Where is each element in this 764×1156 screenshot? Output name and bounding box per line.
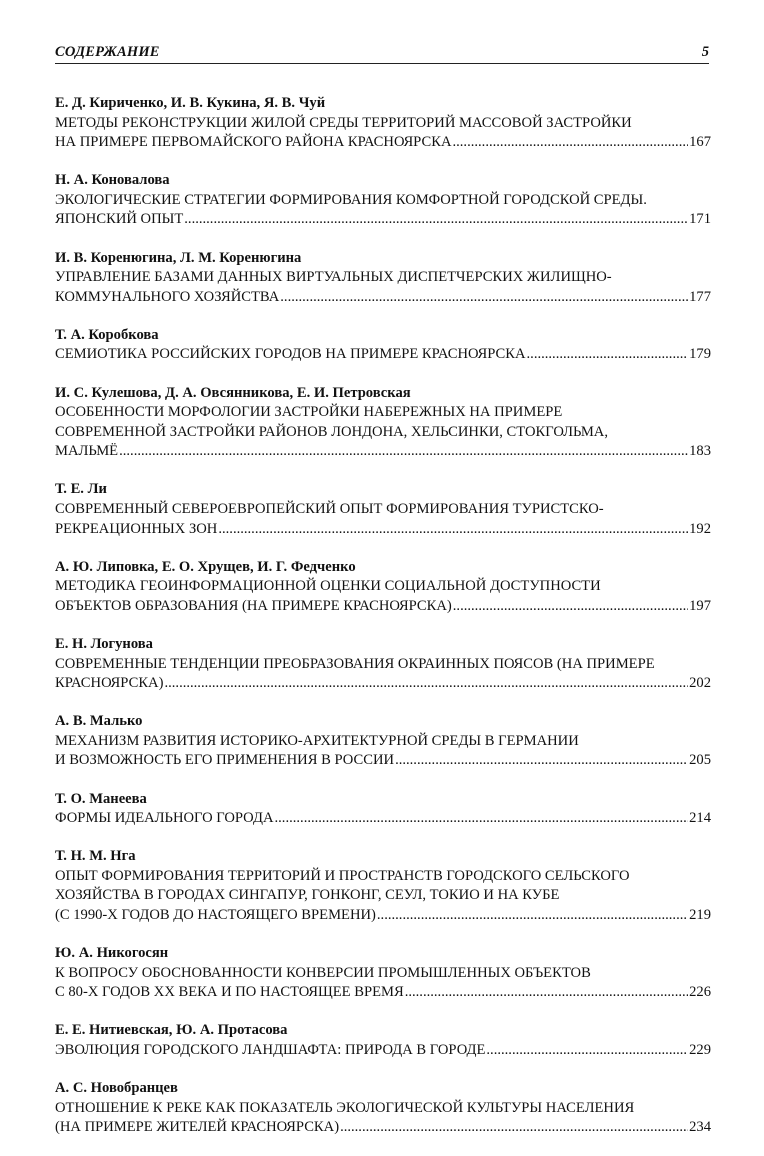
toc-entry-title-line: МЕТОДИКА ГЕОИНФОРМАЦИОННОЙ ОЦЕНКИ СОЦИАЛЬНОЙ ДОСТУПНОСТИ xyxy=(55,578,601,595)
toc-entry-authors: Т. А. Коробкова xyxy=(55,326,159,343)
toc-entry xyxy=(55,326,711,365)
toc-entry-authors: Е. Н. Логунова xyxy=(55,635,153,652)
toc-entry-page: 179 xyxy=(689,346,711,363)
page-number: 5 xyxy=(701,44,709,60)
header-rule xyxy=(55,63,709,64)
toc-entry-authors: И. С. Кулешова, Д. А. Овсянникова, Е. И. Петровская xyxy=(55,384,411,401)
toc-entry-authors: И. В. Коренюгина, Л. М. Коренюгина xyxy=(55,249,302,266)
toc-entry-title-line: СЕМИОТИКА РОССИЙСКИХ ГОРОДОВ НА ПРИМЕРЕ КРАСНОЯРСКА xyxy=(55,346,526,363)
toc-entry-last-line xyxy=(55,210,711,230)
dot-leader xyxy=(275,809,689,829)
dot-leader xyxy=(405,983,688,1003)
toc-entry-page: 171 xyxy=(689,211,711,228)
toc-entry xyxy=(55,171,711,230)
toc-entry-authors: Е. Д. Кириченко, И. В. Кукина, Я. В. Чуй xyxy=(55,95,326,111)
dot-leader xyxy=(452,133,688,153)
toc-entry-title-line: ЭВОЛЮЦИЯ ГОРОДСКОГО ЛАНДШАФТА: ПРИРОДА В ГОРОДЕ xyxy=(55,1041,486,1058)
toc-entry-page: 234 xyxy=(689,1119,711,1136)
toc-entry-authors: А. Ю. Липовка, Е. О. Хрущев, И. Г. Федченко xyxy=(55,558,356,575)
toc-entry-last-line xyxy=(55,906,711,926)
toc-entry-page: 192 xyxy=(689,520,711,537)
toc-entry-page: 202 xyxy=(689,675,711,692)
dot-leader xyxy=(184,210,688,230)
toc-entry xyxy=(55,480,711,539)
toc-entry-page: 226 xyxy=(689,984,711,1001)
toc-entry-title-line: МЕХАНИЗМ РАЗВИТИЯ ИСТОРИКО-АРХИТЕКТУРНОЙ СРЕДЫ В ГЕРМАНИИ xyxy=(55,732,579,749)
toc-entry xyxy=(55,558,711,617)
toc-entry-page: 197 xyxy=(689,597,711,614)
toc-entry-title-line: РЕКРЕАЦИОННЫХ ЗОН xyxy=(55,520,218,537)
toc-entry-authors: А. В. Малько xyxy=(55,713,143,730)
dot-leader xyxy=(527,345,689,365)
toc-entry xyxy=(55,94,711,153)
toc-entry-title-line: К ВОПРОСУ ОБОСНОВАННОСТИ КОНВЕРСИИ ПРОМЫШЛЕННЫХ ОБЪЕКТОВ xyxy=(55,964,591,981)
toc-entry-title-line: ЯПОНСКИЙ ОПЫТ xyxy=(55,211,184,228)
dot-leader xyxy=(486,1041,688,1061)
toc-entry xyxy=(55,847,711,925)
toc-entry-page: 205 xyxy=(689,752,711,769)
toc-entry-authors: Е. Е. Нитиевская, Ю. А. Протасова xyxy=(55,1022,288,1039)
toc-entry xyxy=(55,712,711,771)
toc-entry-last-line xyxy=(55,674,711,694)
toc-entry-authors: Т. О. Манеева xyxy=(55,790,147,807)
toc-entry-authors: Ю. А. Никогосян xyxy=(55,945,169,962)
toc-list xyxy=(55,94,711,1156)
toc-entry-last-line xyxy=(55,809,711,829)
toc-entry-last-line xyxy=(55,345,711,365)
toc-entry-title-line: МЕТОДЫ РЕКОНСТРУКЦИИ ЖИЛОЙ СРЕДЫ ТЕРРИТОРИЙ МАССОВОЙ ЗАСТРОЙКИ xyxy=(55,114,632,131)
toc-entry-last-line xyxy=(55,983,711,1003)
toc-entry-last-line xyxy=(55,442,711,462)
toc-entry-title-line: УПРАВЛЕНИЕ БАЗАМИ ДАННЫХ ВИРТУАЛЬНЫХ ДИСПЕТЧЕРСКИХ ЖИЛИЩНО- xyxy=(55,269,612,286)
dot-leader xyxy=(395,751,688,771)
dot-leader xyxy=(340,1118,688,1138)
toc-entry-title-line: СОВРЕМЕННОЙ ЗАСТРОЙКИ РАЙОНОВ ЛОНДОНА, ХЕЛЬСИНКИ, СТОКГОЛЬМА, xyxy=(55,423,608,440)
toc-entry-title-line: ОСОБЕННОСТИ МОРФОЛОГИИ ЗАСТРОЙКИ НАБЕРЕЖНЫХ НА ПРИМЕРЕ xyxy=(55,404,563,421)
toc-entry-title-line: СОВРЕМЕННЫЕ ТЕНДЕНЦИИ ПРЕОБРАЗОВАНИЯ ОКРАИННЫХ ПОЯСОВ (НА ПРИМЕРЕ xyxy=(55,655,655,672)
toc-entry-title-line: ФОРМЫ ИДЕАЛЬНОГО ГОРОДА xyxy=(55,810,274,827)
toc-entry xyxy=(55,635,711,694)
dot-leader xyxy=(377,906,688,926)
toc-entry-last-line xyxy=(55,597,711,617)
toc-entry-title-line: СОВРЕМЕННЫЙ СЕВЕРОЕВРОПЕЙСКИЙ ОПЫТ ФОРМИРОВАНИЯ ТУРИСТСКО- xyxy=(55,501,604,517)
dot-leader xyxy=(218,520,688,540)
toc-entry-title-line: ОБЪЕКТОВ ОБРАЗОВАНИЯ (НА ПРИМЕРЕ КРАСНОЯРСКА) xyxy=(55,597,452,614)
toc-entry-page: 183 xyxy=(689,443,711,460)
dot-leader xyxy=(164,674,688,694)
dot-leader xyxy=(280,288,688,308)
toc-entry-title-line: НА ПРИМЕРЕ ПЕРВОМАЙСКОГО РАЙОНА КРАСНОЯРСКА xyxy=(55,134,452,151)
toc-entry-title-line: (НА ПРИМЕРЕ ЖИТЕЛЕЙ КРАСНОЯРСКА) xyxy=(55,1119,340,1136)
toc-entry-title-line: ОТНОШЕНИЕ К РЕКЕ КАК ПОКАЗАТЕЛЬ ЭКОЛОГИЧЕСКОЙ КУЛЬТУРЫ НАСЕЛЕНИЯ xyxy=(55,1099,635,1116)
toc-entry xyxy=(55,944,711,1003)
running-title: СОДЕРЖАНИЕ xyxy=(55,44,160,60)
toc-entry-last-line xyxy=(55,288,711,308)
toc-entry-authors: Н. А. Коновалова xyxy=(55,172,170,189)
toc-entry xyxy=(55,384,711,462)
toc-entry-title-line: КОММУНАЛЬНОГО ХОЗЯЙСТВА xyxy=(55,288,280,305)
toc-entry-authors: Т. Н. М. Нга xyxy=(55,848,136,865)
toc-entry-last-line xyxy=(55,751,711,771)
toc-entry-title-line: МАЛЬМЁ xyxy=(55,443,119,460)
toc-entry-page: 167 xyxy=(689,134,711,151)
toc-entry-title-line: ОПЫТ ФОРМИРОВАНИЯ ТЕРРИТОРИЙ И ПРОСТРАНСТВ ГОРОДСКОГО СЕЛЬСКОГО xyxy=(55,867,630,884)
toc-entry-title-line: С 80-Х ГОДОВ XX ВЕКА И ПО НАСТОЯЩЕЕ ВРЕМЯ xyxy=(55,984,404,1001)
toc-entry xyxy=(55,1079,711,1138)
toc-entry-last-line xyxy=(55,133,711,153)
toc-entry-last-line xyxy=(55,1118,711,1138)
toc-entry-page: 214 xyxy=(689,810,711,827)
toc-entry-title-line: КРАСНОЯРСКА) xyxy=(55,675,164,692)
dot-leader xyxy=(119,442,688,462)
toc-entry-page: 229 xyxy=(689,1041,711,1058)
toc-entry-page: 219 xyxy=(689,907,711,923)
toc-entry xyxy=(55,790,711,829)
toc-entry-last-line xyxy=(55,1041,711,1061)
toc-entry xyxy=(55,249,711,308)
page-header xyxy=(55,44,709,64)
toc-entry xyxy=(55,1021,711,1060)
toc-entry-last-line xyxy=(55,520,711,540)
toc-entry-authors: А. С. Новобранцев xyxy=(55,1080,178,1097)
toc-entry-title-line: ЭКОЛОГИЧЕСКИЕ СТРАТЕГИИ ФОРМИРОВАНИЯ КОМФОРТНОЙ ГОРОДСКОЙ СРЕДЫ. xyxy=(55,191,647,208)
toc-entry-title-line: ХОЗЯЙСТВА В ГОРОДАХ СИНГАПУР, ГОНКОНГ, СЕУЛ, ТОКИО И НА КУБЕ xyxy=(55,887,560,904)
toc-entry-authors: Т. Е. Ли xyxy=(55,481,107,498)
dot-leader xyxy=(453,597,688,617)
toc-entry-page: 177 xyxy=(689,288,711,305)
toc-entry-title-line: И ВОЗМОЖНОСТЬ ЕГО ПРИМЕНЕНИЯ В РОССИИ xyxy=(55,752,395,769)
toc-entry-title-line: (С 1990-Х ГОДОВ ДО НАСТОЯЩЕГО ВРЕМЕНИ) xyxy=(55,907,376,923)
